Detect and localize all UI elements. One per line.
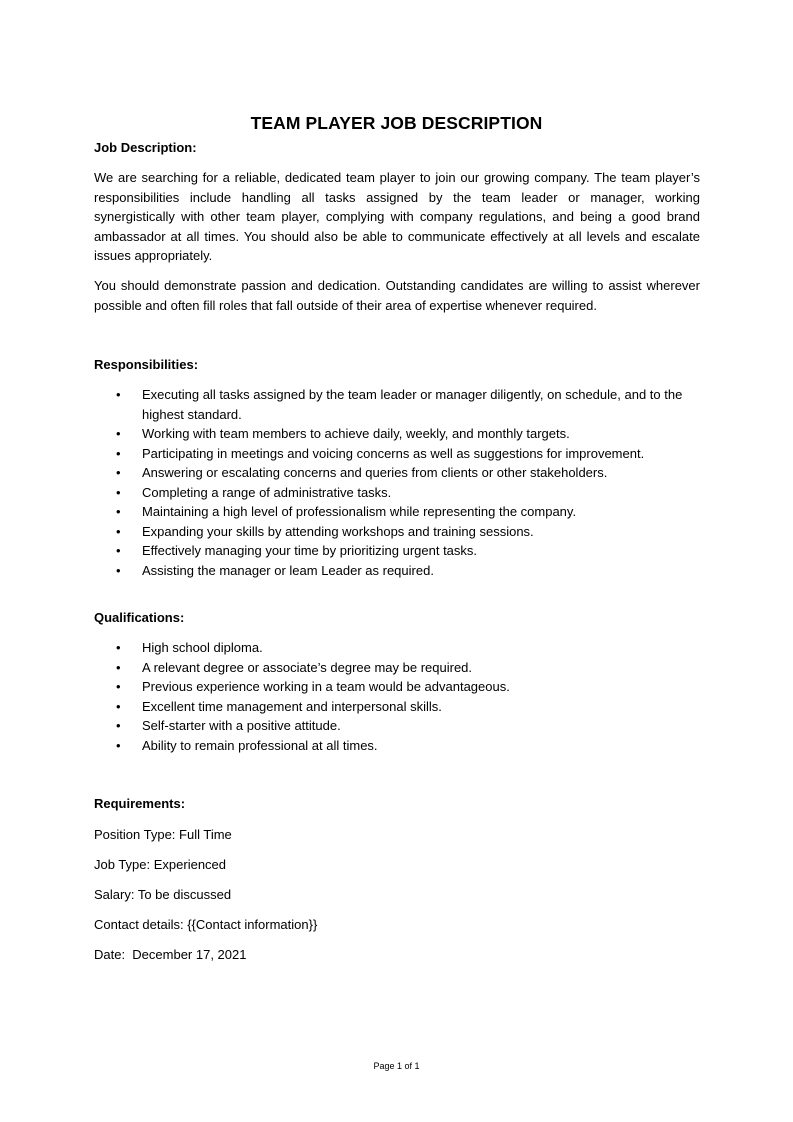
bullet-icon: • — [116, 679, 121, 694]
list-item-text: Expanding your skills by attending workshops and training sessions. — [142, 523, 534, 539]
list-item-text: Executing all tasks assigned by the team leader or manager diligently, on schedule, and to the highest standard. — [142, 387, 683, 422]
bullet-icon: • — [116, 737, 121, 753]
bullet-icon: • — [116, 640, 121, 655]
salary: Salary: To be discussed — [94, 887, 232, 902]
list-item-text: Ability to remain professional at all times. — [142, 737, 378, 753]
list-item — [94, 716, 700, 736]
list-item-text: A relevant degree or associate’s degree may be required. — [142, 659, 473, 675]
requirements-heading: Requirements: — [94, 796, 186, 811]
job-description-paragraph-2: You should demonstrate passion and dedication. Outstanding candidates are willing to assist wherever possible and often fill roles that fall outside of their area of expertise whenever required. — [94, 278, 700, 313]
list-item — [94, 658, 700, 678]
list-item-text: High school diploma. — [142, 640, 263, 655]
bullet-icon: • — [116, 523, 121, 539]
bullet-icon: • — [116, 465, 121, 480]
list-item-text: Maintaining a high level of professionalism while representing the company. — [142, 504, 577, 519]
list-item — [94, 444, 700, 464]
page-number: Page 1 of 1 — [373, 1061, 420, 1071]
bullet-icon: • — [116, 698, 121, 714]
qualifications-heading: Qualifications: — [94, 610, 185, 625]
list-item — [94, 424, 700, 444]
bullet-icon: • — [116, 562, 121, 578]
bullet-icon: • — [116, 659, 121, 675]
list-item-text: Participating in meetings and voicing concerns as well as suggestions for improvement. — [142, 445, 645, 461]
list-item-text: Self-starter with a positive attitude. — [142, 718, 341, 733]
responsibilities-list — [94, 385, 700, 580]
list-item — [94, 697, 700, 717]
list-item-text: Effectively managing your time by prioritizing urgent tasks. — [142, 543, 478, 558]
job-description-heading: Job Description: — [94, 140, 197, 155]
qualifications-list — [94, 638, 700, 755]
position-type: Position Type: Full Time — [94, 827, 232, 842]
list-item-text: Completing a range of administrative tasks. — [142, 484, 392, 500]
list-item-text: Assisting the manager or leam Leader as required. — [142, 562, 434, 578]
bullet-icon: • — [116, 445, 121, 461]
responsibilities-heading: Responsibilities: — [94, 357, 199, 372]
list-item — [94, 638, 700, 658]
list-item — [94, 561, 700, 581]
list-item — [94, 522, 700, 542]
contact-details: Contact details: {{Contact information}} — [94, 917, 318, 932]
list-item — [94, 677, 700, 697]
list-item-text: Working with team members to achieve daily, weekly, and monthly targets. — [142, 426, 570, 441]
bullet-icon: • — [116, 426, 121, 441]
list-item — [94, 385, 700, 424]
list-item — [94, 483, 700, 503]
list-item — [94, 541, 700, 561]
bullet-icon: • — [116, 718, 121, 733]
document-title: TEAM PLAYER JOB DESCRIPTION — [250, 113, 543, 133]
list-item-text: Answering or escalating concerns and queries from clients or other stakeholders. — [142, 465, 608, 480]
list-item-text: Excellent time management and interpersonal skills. — [142, 698, 442, 714]
list-item-text: Previous experience working in a team would be advantageous. — [142, 679, 510, 694]
job-description-paragraph-1: We are searching for a reliable, dedicated team player to join our growing company. The team player’s responsibilities include handling all tasks assigned by the team leader or manager, working synergistically with other team player, complying with company regulations, and being a good brand ambassador at all times. You should also be able to communicate effectively at all levels and escalate issues appropriately. — [94, 170, 700, 263]
date: Date: December 17, 2021 — [94, 947, 247, 962]
bullet-icon: • — [116, 387, 121, 402]
bullet-icon: • — [116, 484, 121, 500]
list-item — [94, 736, 700, 756]
list-item — [94, 463, 700, 483]
list-item — [94, 502, 700, 522]
bullet-icon: • — [116, 543, 121, 558]
job-type: Job Type: Experienced — [94, 857, 227, 872]
bullet-icon: • — [116, 504, 121, 519]
